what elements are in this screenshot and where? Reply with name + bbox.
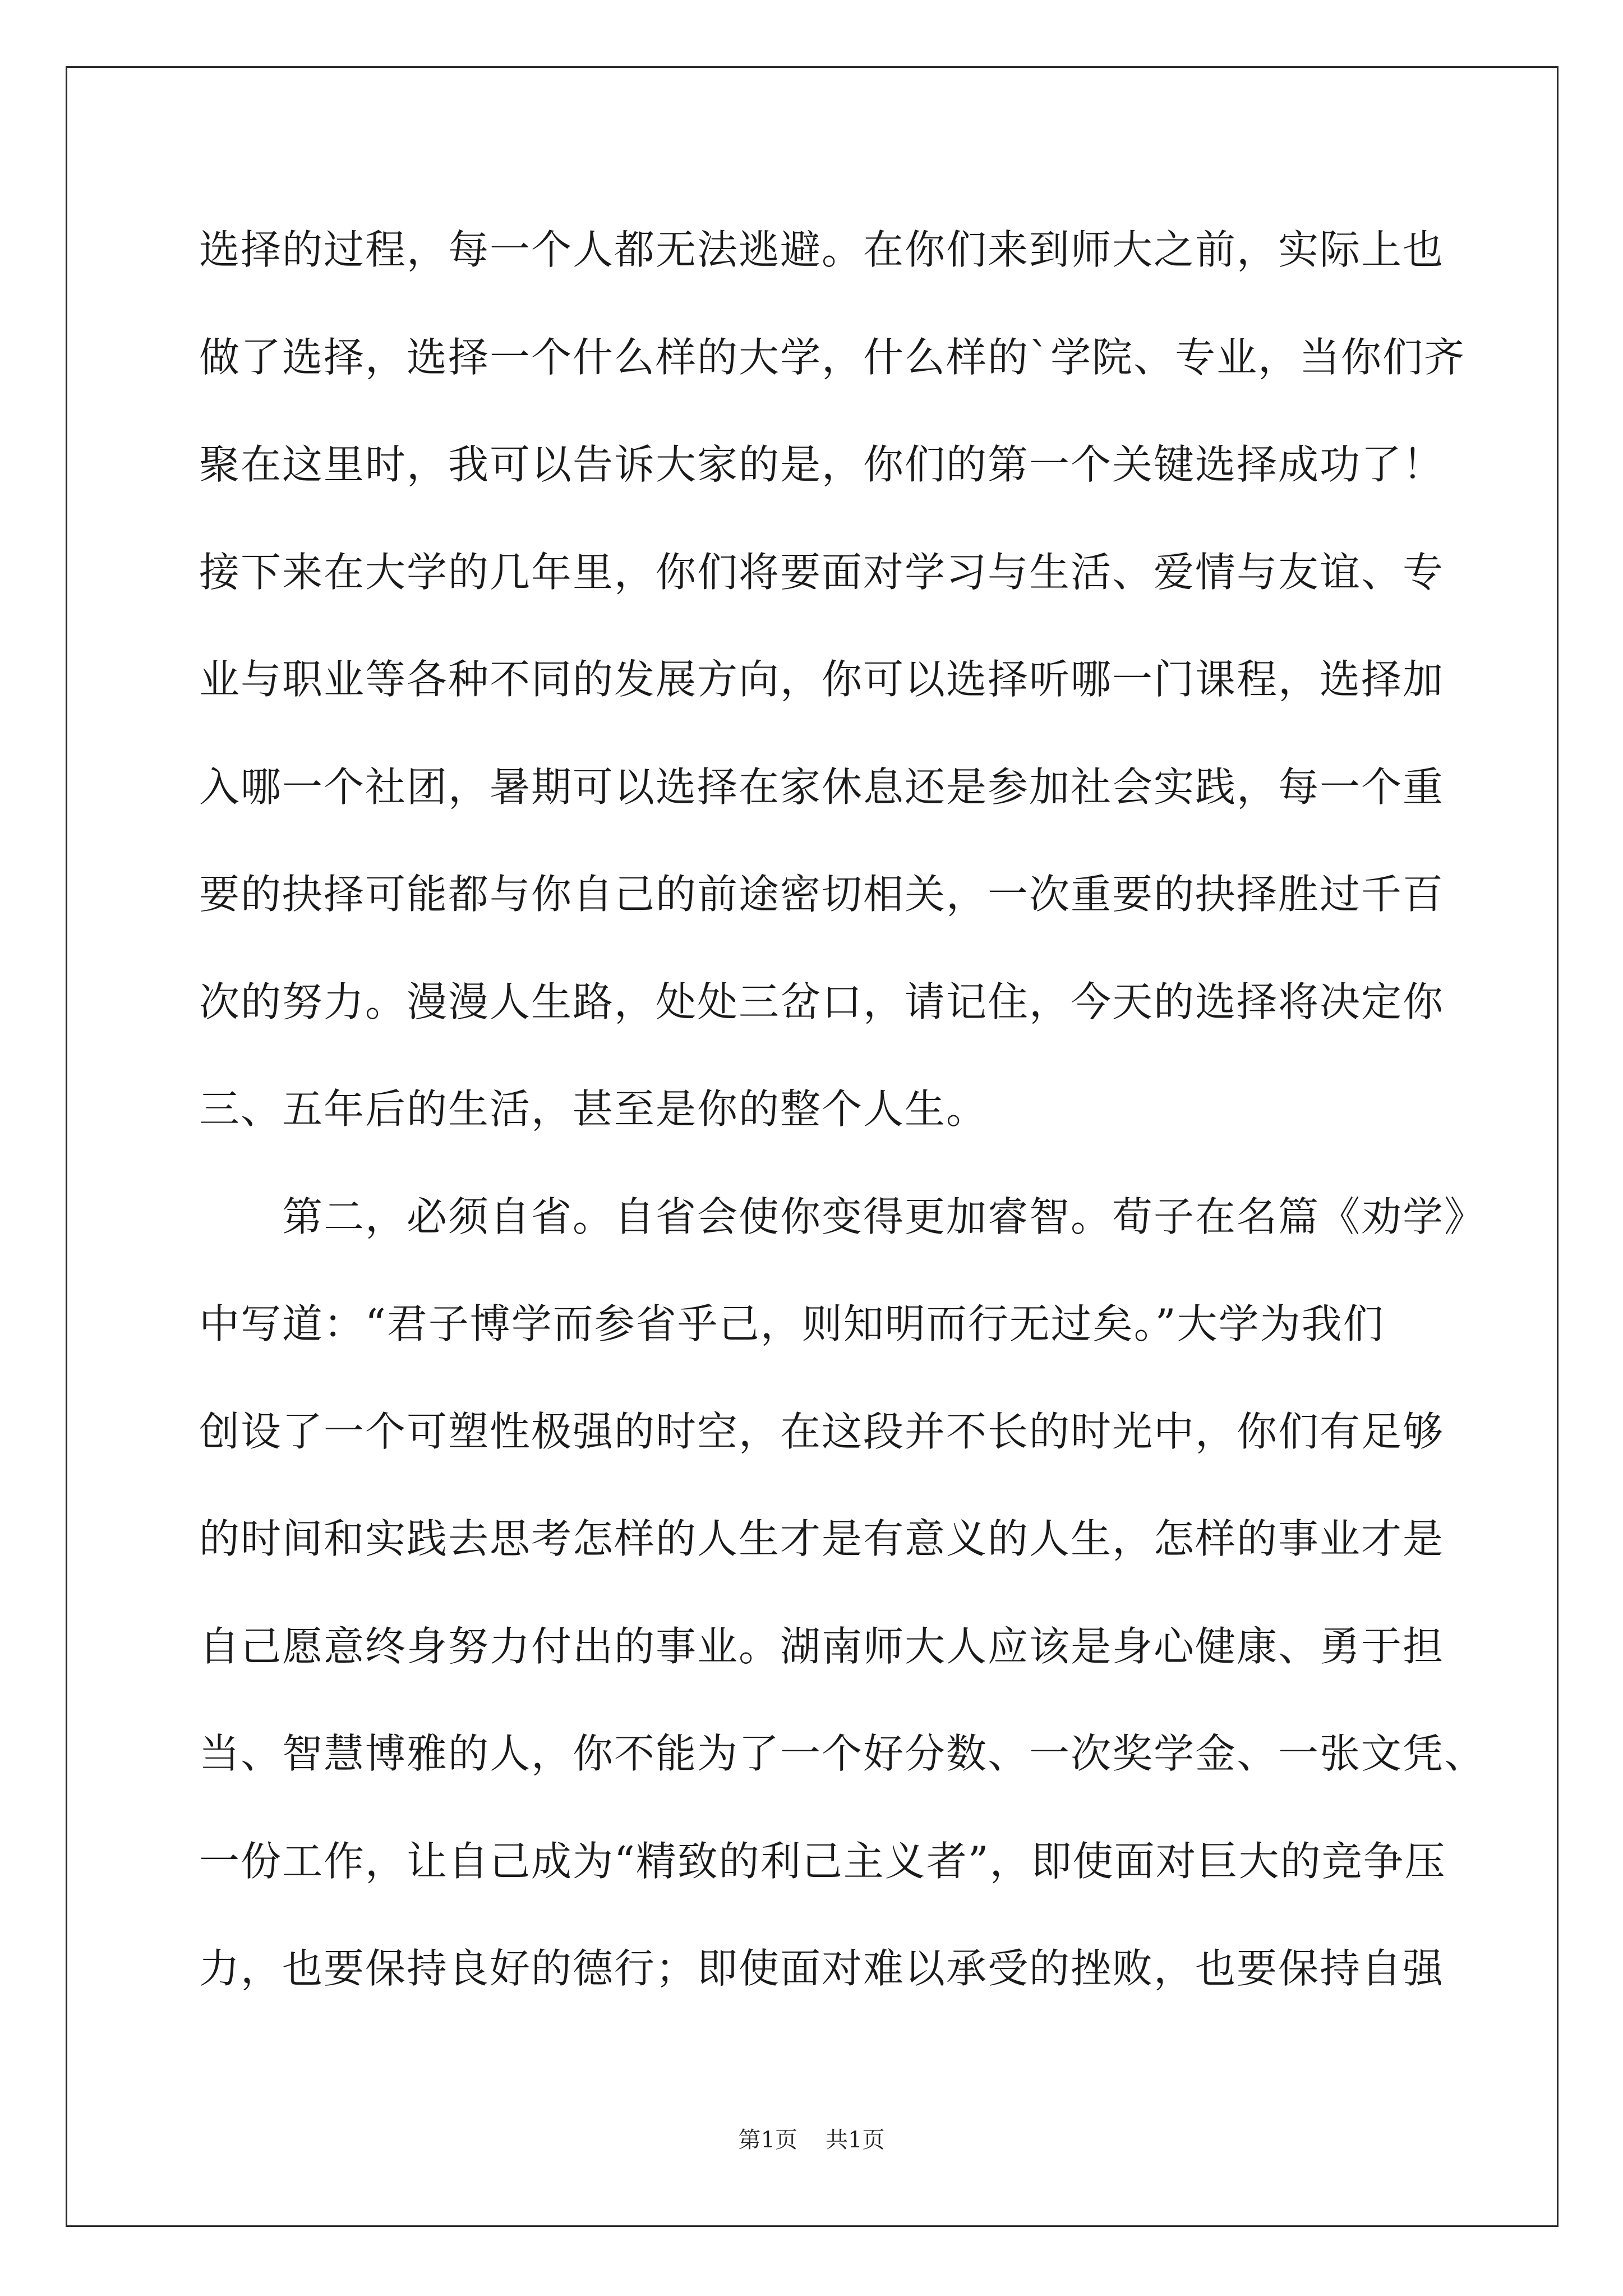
paragraph-start-line: 第二，必须自省。自省会使你变得更加睿智。荀子在名篇《劝学》 (282, 1193, 1486, 1240)
document-body (199, 216, 1486, 2042)
text-line: 一份工作，让自己成为“精致的利己主义者”，即使面对巨大的竞争压 (199, 1837, 1446, 1885)
text-line: 要的抉择可能都与你自己的前途密切相关，一次重要的抉择胜过千百 (199, 871, 1445, 918)
page-footer (0, 2124, 1623, 2156)
text-line: 聚在这里时，我可以告诉大家的是，你们的第一个关键选择成功了！ (199, 441, 1445, 488)
text-line: 入哪一个社团，暑期可以选择在家休息还是参加社会实践，每一个重 (199, 763, 1445, 811)
text-line: 选择的过程，每一个人都无法逃避。在你们来到师大之前，实际上也 (199, 226, 1445, 273)
text-line: 业与职业等各种不同的发展方向，你可以选择听哪一门课程，选择加 (199, 656, 1445, 703)
text-line: 中写道：“君子博学而参省乎己，则知明而行无过矣。”大学为我们 (199, 1300, 1385, 1347)
page-number: 第1页 (738, 2127, 797, 2153)
text-line: 做了选择，选择一个什么样的大学，什么样的`学院、专业，当你们齐 (199, 333, 1466, 381)
text-line: 自己愿意终身努力付出的事业。湖南师大人应该是身心健康、勇于担 (199, 1622, 1445, 1670)
text-line: 接下来在大学的几年里，你们将要面对学习与生活、爱情与友谊、专 (199, 548, 1445, 596)
text-line: 的时间和实践去思考怎样的人生才是有意义的人生，怎样的事业才是 (199, 1515, 1445, 1562)
text-line: 力，也要保持良好的德行；即使面对难以承受的挫败，也要保持自强 (199, 1945, 1445, 1992)
text-line: 三、五年后的生活，甚至是你的整个人生。 (199, 1085, 988, 1133)
text-line: 当、智慧博雅的人，你不能为了一个好分数、一次奖学金、一张文凭、 (199, 1730, 1486, 1777)
page-total: 共1页 (826, 2127, 885, 2153)
text-line: 次的努力。漫漫人生路，处处三岔口，请记住，今天的选择将决定你 (199, 978, 1445, 1025)
text-line: 创设了一个可塑性极强的时空，在这段并不长的时光中，你们有足够 (199, 1407, 1445, 1455)
